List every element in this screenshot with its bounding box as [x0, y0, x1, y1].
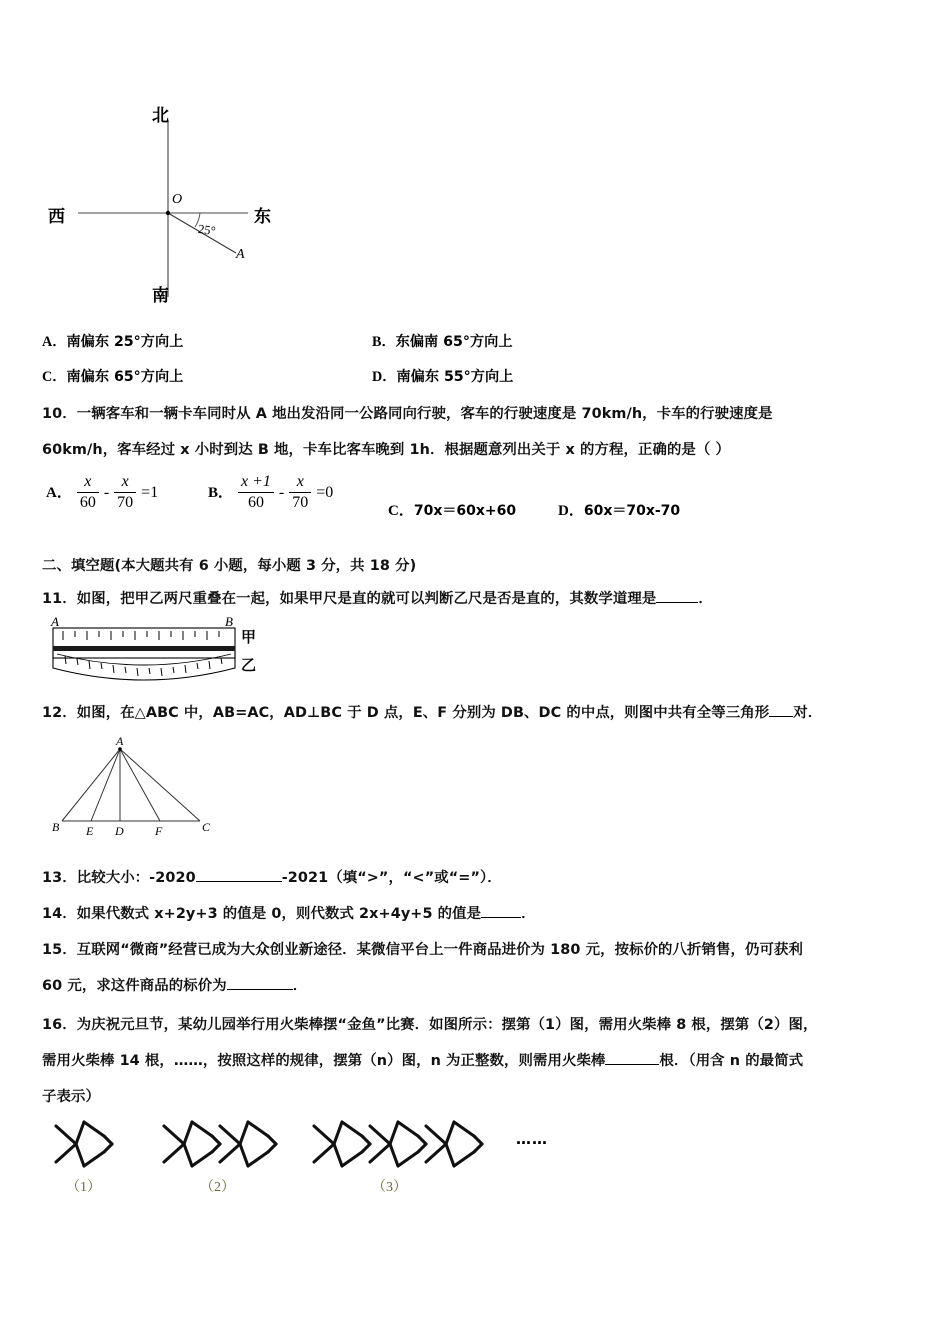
triangle-side-ab — [62, 749, 120, 821]
matchstick-figure-2 — [164, 1122, 276, 1166]
q10-opt-b-equals: =0 — [316, 484, 334, 502]
q9-choice-c-text: 南偏东 65°方向上 — [66, 369, 184, 385]
top-ruler-ticks — [63, 631, 219, 640]
q10-option-d-text: 60x＝70x-70 — [583, 503, 681, 519]
q10-option-a-fraction-2 — [114, 473, 136, 512]
ruler-label-b: B — [225, 614, 233, 629]
q9-choice-a-text: 南偏东 25°方向上 — [66, 334, 184, 350]
compass-north-label: 北 — [152, 106, 169, 126]
origin-point — [166, 211, 170, 215]
matchstick-caption-2: （2） — [200, 1180, 235, 1195]
q10-option-a[interactable] — [46, 474, 158, 513]
q12-text-before: 如图，在△ABC 中，AB=AC，AD⊥BC 于 D 点，E、F 分别为 DB、DC 的中点，则图中共有全等三角形 — [76, 705, 770, 721]
compass-point-a-label: A — [236, 247, 245, 262]
q10-opt-b-num1: x +1 — [238, 473, 274, 493]
q15-number: 15． — [42, 942, 77, 958]
q12-answer-blank[interactable] — [769, 716, 793, 717]
q10-option-c-label: C． — [388, 503, 414, 519]
section-2-heading: 二、填空题(本大题共有 6 小题，每小题 3 分，共 18 分) — [42, 558, 417, 574]
q15-answer-blank[interactable] — [227, 989, 293, 990]
q16-line1-text: 为庆祝元旦节，某幼儿园举行用火柴棒摆“金鱼”比赛．如图所示：摆第（1）图，需用火柴棒 8 根，摆第（2）图， — [76, 1017, 818, 1033]
q10-option-a-fraction-1 — [77, 473, 99, 512]
q11-text-after: ． — [698, 591, 713, 607]
matchstick-goldfish-patterns — [42, 1108, 602, 1203]
q16-number: 16． — [42, 1017, 77, 1033]
q14-answer-blank[interactable] — [481, 917, 521, 918]
q10-option-b-fraction-2 — [289, 473, 311, 512]
triangle-label-f: F — [155, 824, 163, 838]
q15-line-1 — [42, 940, 803, 962]
q9-choice-c-label: C． — [42, 369, 67, 385]
q10-option-b-fraction-1 — [238, 473, 274, 512]
two-rulers-diagram — [45, 616, 275, 694]
q12-text-after: 对． — [793, 705, 823, 721]
q10-option-b-label: B． — [208, 485, 234, 502]
triangle-label-e: E — [86, 824, 94, 838]
top-ruler-outline — [53, 628, 235, 658]
compass-east-label: 东 — [254, 207, 271, 227]
q10-opt-a-den1: 60 — [79, 493, 96, 511]
q10-opt-b-den2: 70 — [292, 493, 309, 511]
q10-line-1 — [42, 404, 773, 426]
q10-opt-a-den2: 70 — [117, 493, 134, 511]
q16-line2-before: 需用火柴棒 14 根，……，按照这样的规律，摆第（n）图，n 为正整数，则需用火柴棒 — [42, 1053, 606, 1069]
q10-option-a-label: A． — [46, 485, 72, 502]
q9-choice-d[interactable] — [372, 366, 513, 386]
q10-opt-a-operator: - — [103, 484, 110, 502]
matchstick-figure-1 — [56, 1122, 112, 1166]
q13-text — [42, 868, 502, 890]
bottom-ruler-outline — [53, 651, 235, 680]
q10-option-b[interactable] — [208, 474, 333, 513]
compass-west-label: 西 — [48, 207, 65, 227]
matchstick-figure-3 — [314, 1122, 482, 1166]
q9-choice-d-text: 南偏东 55°方向上 — [396, 369, 514, 385]
triangle-label-b: B — [52, 820, 60, 834]
q10-line-2 — [42, 440, 730, 462]
bottom-ruler-ticks — [65, 656, 222, 676]
q10-opt-b-operator: - — [278, 484, 285, 502]
q13-text-before: 比较大小：-2020 — [76, 870, 196, 886]
q16-line-1 — [42, 1015, 817, 1037]
q13-answer-blank[interactable] — [196, 881, 282, 882]
q11-text — [42, 589, 713, 611]
q14-text — [42, 904, 536, 926]
q15-line1-text: 互联网“微商”经营已成为大众创业新途径．某微信平台上一件商品进价为 180 元，按标价的八折销售，仍可获利 — [76, 942, 803, 958]
q11-answer-blank[interactable] — [656, 602, 698, 603]
ruler-contact-band — [53, 646, 235, 651]
q16-line-2 — [42, 1051, 803, 1073]
compass-angle-label: 25° — [197, 221, 217, 239]
q14-text-before: 如果代数式 x+2y+3 的值是 0，则代数式 2x+4y+5 的值是 — [76, 906, 482, 922]
q10-opt-b-num2: x — [289, 473, 311, 493]
matchstick-caption-3: （3） — [372, 1180, 407, 1195]
q10-opt-b-den1: 60 — [247, 493, 264, 511]
ruler-label-jia: 甲 — [241, 628, 257, 646]
q9-choice-b[interactable] — [372, 331, 513, 351]
q10-option-d-label: D． — [558, 503, 584, 519]
bottom-ruler-tick-baseline — [57, 654, 231, 665]
compass-south-label: 南 — [152, 286, 169, 306]
isosceles-triangle-diagram — [52, 735, 232, 845]
q15-line-2 — [42, 976, 307, 998]
q9-choice-a-label: A． — [42, 334, 67, 350]
q10-option-d[interactable] — [558, 499, 680, 520]
q10-line1-text: 一辆客车和一辆卡车同时从 A 地出发沿同一公路同向行驶，客车的行驶速度是 70km/h，卡车的行驶速度是 — [76, 406, 773, 422]
q9-choice-a[interactable] — [42, 331, 183, 351]
q10-line2-text: 60km/h，客车经过 x 小时到达 B 地，卡车比客车晚到 1h．根据题意列出关于 x 的方程，正确的是（ ） — [42, 442, 731, 458]
ruler-label-yi: 乙 — [241, 656, 257, 674]
triangle-label-d: D — [115, 824, 124, 838]
q15-line2-after: ． — [292, 978, 308, 994]
compass-origin-label: O — [172, 192, 183, 207]
q14-text-after: ． — [521, 906, 536, 922]
q10-option-c-text: 70x＝60x+60 — [413, 503, 517, 519]
q10-number: 10． — [42, 406, 77, 422]
q9-choice-b-label: B． — [372, 334, 396, 350]
q12-text — [42, 703, 822, 725]
matchstick-ellipsis: …… — [516, 1130, 548, 1148]
q14-number: 14． — [42, 906, 77, 922]
cevian-af — [120, 749, 160, 821]
q10-option-c[interactable] — [388, 499, 516, 520]
q12-number: 12． — [42, 705, 77, 721]
q15-line2-before: 60 元，求这件商品的标价为 — [42, 978, 227, 994]
q10-opt-a-num1: x — [77, 473, 99, 493]
cevian-ae — [91, 749, 120, 821]
q9-choice-b-text: 东偏南 65°方向上 — [395, 334, 513, 350]
q16-line-3: 子表示） — [42, 1089, 100, 1105]
q9-choice-d-label: D． — [372, 369, 397, 385]
q11-number: 11． — [42, 591, 77, 607]
q9-choice-c[interactable] — [42, 366, 183, 386]
ruler-label-a: A — [51, 614, 59, 629]
q11-text-before: 如图，把甲乙两尺重叠在一起，如果甲尺是直的就可以判断乙尺是否是直的，其数学道理是 — [76, 591, 657, 607]
triangle-side-ac — [120, 749, 200, 821]
q10-opt-a-equals: =1 — [141, 484, 159, 502]
q13-text-mid: -2021（填“>”，“<”或“=”）． — [281, 870, 502, 886]
q16-line2-after: 根．（用含 n 的最简式 — [659, 1053, 804, 1069]
q16-answer-blank[interactable] — [605, 1064, 659, 1065]
matchstick-caption-1: （1） — [66, 1180, 101, 1195]
triangle-label-c: C — [202, 820, 211, 834]
compass-direction-diagram — [40, 85, 300, 315]
q10-opt-a-num2: x — [114, 473, 136, 493]
q13-number: 13． — [42, 870, 77, 886]
triangle-label-a: A — [116, 734, 124, 748]
